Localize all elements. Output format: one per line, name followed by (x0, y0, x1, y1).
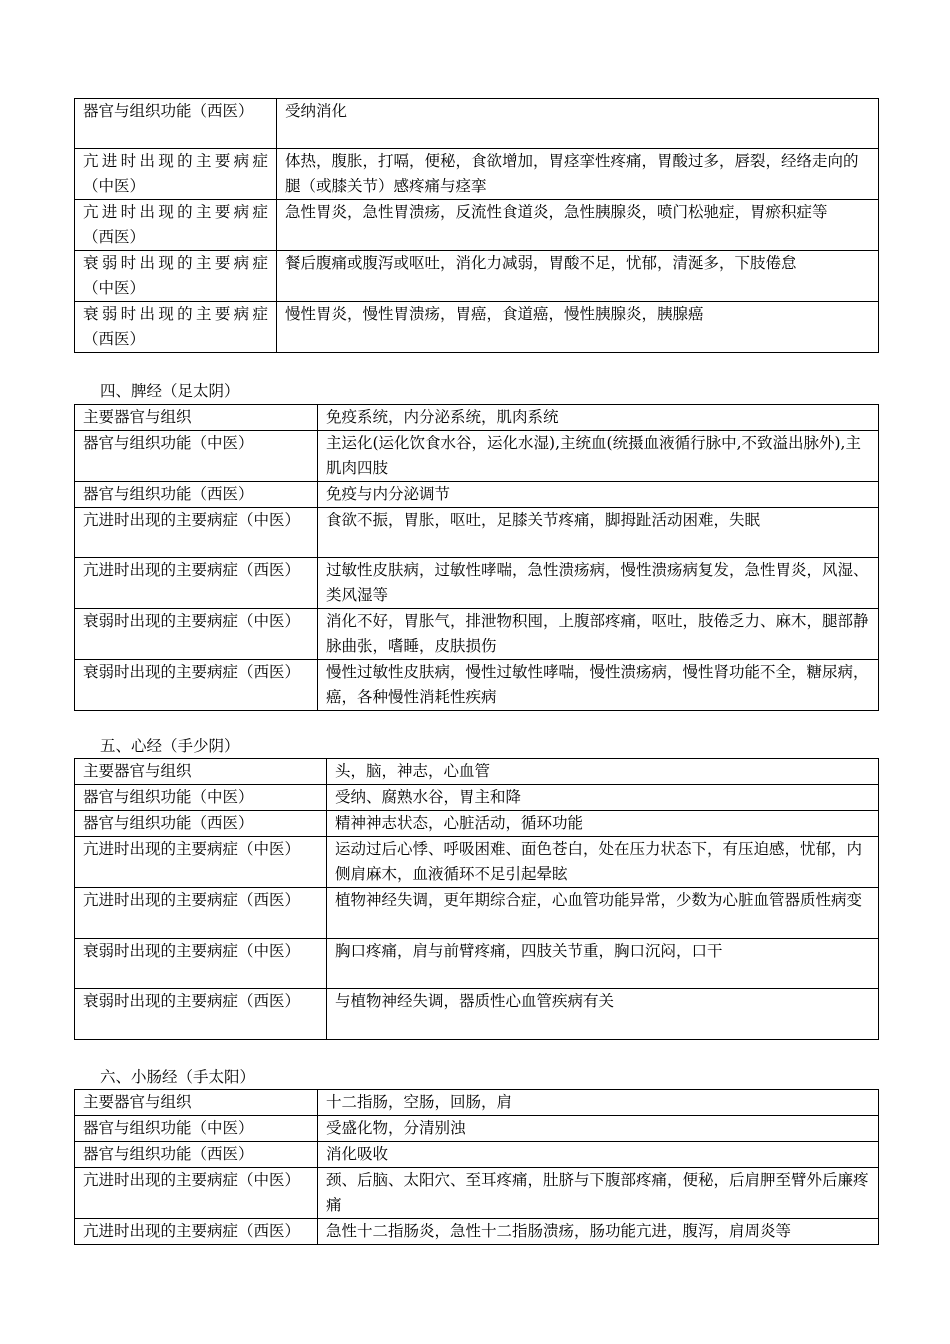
row-label: 器官与组织功能（西医） (75, 482, 318, 508)
row-value: 主运化(运化饮食水谷，运化水湿),主统血(统摄血液循行脉中,不致溢出脉外),主肌肉四肢 (318, 431, 879, 482)
row-value: 急性胃炎，急性胃溃疡，反流性食道炎，急性胰腺炎，喷门松驰症，胃瘀积症等 (277, 200, 879, 251)
table-row (75, 1116, 879, 1142)
table-row (75, 99, 879, 149)
row-label: 主要器官与组织 (75, 759, 327, 785)
row-label: 亢进时出现的主要病症（西医） (75, 888, 327, 939)
table-row (75, 939, 879, 989)
row-label: 衰弱时出现的主要病症（中医） (75, 251, 277, 302)
row-label: 衰弱时出现的主要病症（西医） (75, 302, 277, 353)
row-label: 主要器官与组织 (75, 1090, 318, 1116)
row-value: 受纳消化 (277, 99, 879, 149)
row-value: 胸口疼痛，肩与前臂疼痛，四肢关节重，胸口沉闷，口干 (327, 939, 879, 989)
heart-meridian-table (74, 758, 879, 1040)
table-row (75, 1090, 879, 1116)
table-row (75, 989, 879, 1040)
table-row (75, 149, 879, 200)
table-row (75, 609, 879, 660)
table-row (75, 888, 879, 939)
row-value: 植物神经失调，更年期综合症，心血管功能异常，少数为心脏血管器质性病变 (327, 888, 879, 939)
section-heading-heart: 五、心经（手少阴） (100, 737, 240, 755)
row-label: 亢进时出现的主要病症（中医） (75, 508, 318, 558)
row-label: 器官与组织功能（西医） (75, 1142, 318, 1168)
row-label: 亢进时出现的主要病症（中医） (75, 1168, 318, 1219)
table-row (75, 558, 879, 609)
row-value: 免疫与内分泌调节 (318, 482, 879, 508)
table-row (75, 251, 879, 302)
table-row (75, 1168, 879, 1219)
row-label: 亢进时出现的主要病症（中医） (75, 837, 327, 888)
row-value: 十二指肠，空肠，回肠，肩 (318, 1090, 879, 1116)
table-row (75, 1219, 879, 1245)
row-value: 餐后腹痛或腹泻或呕吐，消化力减弱，胃酸不足，忧郁，清涎多，下肢倦怠 (277, 251, 879, 302)
row-label: 衰弱时出现的主要病症（西医） (75, 660, 318, 711)
section-heading-spleen: 四、脾经（足太阴） (100, 382, 240, 400)
row-value: 食欲不振，胃胀，呕吐，足膝关节疼痛，脚拇趾活动困难，失眠 (318, 508, 879, 558)
row-label: 亢进时出现的主要病症（中医） (75, 149, 277, 200)
small-intestine-meridian-table (74, 1089, 879, 1245)
row-value: 与植物神经失调，器质性心血管疾病有关 (327, 989, 879, 1040)
row-value: 精神神志状态，心脏活动，循环功能 (327, 811, 879, 837)
row-value: 免疫系统，内分泌系统，肌肉系统 (318, 405, 879, 431)
row-label: 衰弱时出现的主要病症（中医） (75, 939, 327, 989)
row-value: 慢性过敏性皮肤病，慢性过敏性哮喘，慢性溃疡病，慢性肾功能不全，糖尿病，癌，各种慢性消耗性疾病 (318, 660, 879, 711)
row-label: 器官与组织功能（中医） (75, 1116, 318, 1142)
row-value: 消化吸收 (318, 1142, 879, 1168)
row-label: 器官与组织功能（西医） (75, 811, 327, 837)
row-label: 亢进时出现的主要病症（西医） (75, 1219, 318, 1245)
table-row (75, 508, 879, 558)
table-row (75, 302, 879, 353)
table-row (75, 482, 879, 508)
table-row (75, 660, 879, 711)
row-value: 急性十二指肠炎，急性十二指肠溃疡，肠功能亢进，腹泻，肩周炎等 (318, 1219, 879, 1245)
row-label: 亢进时出现的主要病症（西医） (75, 558, 318, 609)
table-row (75, 200, 879, 251)
table-row (75, 759, 879, 785)
row-value: 头，脑，神志，心血管 (327, 759, 879, 785)
row-label: 器官与组织功能（西医） (75, 99, 277, 149)
table-row (75, 811, 879, 837)
row-value: 消化不好，胃胀气，排泄物积囤，上腹部疼痛，呕吐，肢倦乏力、麻木，腿部静脉曲张，嗜睡，皮肤损伤 (318, 609, 879, 660)
table-row (75, 405, 879, 431)
row-label: 器官与组织功能（中医） (75, 785, 327, 811)
row-value: 颈、后脑、太阳穴、至耳疼痛，肚脐与下腹部疼痛，便秘，后肩胛至臂外后廉疼痛 (318, 1168, 879, 1219)
table-row (75, 837, 879, 888)
row-value: 受纳、腐熟水谷，胃主和降 (327, 785, 879, 811)
row-label: 亢进时出现的主要病症（西医） (75, 200, 277, 251)
row-value: 受盛化物，分清别浊 (318, 1116, 879, 1142)
row-label: 衰弱时出现的主要病症（中医） (75, 609, 318, 660)
row-value: 过敏性皮肤病，过敏性哮喘，急性溃疡病，慢性溃疡病复发，急性胃炎，风湿、类风湿等 (318, 558, 879, 609)
section-heading-small-intestine: 六、小肠经（手太阳） (100, 1068, 256, 1086)
row-label: 衰弱时出现的主要病症（西医） (75, 989, 327, 1040)
table-row (75, 785, 879, 811)
row-value: 运动过后心悸、呼吸困难、面色苍白，处在压力状态下，有压迫感，忧郁，内侧肩麻木，血液循环不足引起晕眩 (327, 837, 879, 888)
row-label: 主要器官与组织 (75, 405, 318, 431)
row-value: 慢性胃炎，慢性胃溃疡，胃癌，食道癌，慢性胰腺炎，胰腺癌 (277, 302, 879, 353)
table-row (75, 431, 879, 482)
row-label: 器官与组织功能（中医） (75, 431, 318, 482)
spleen-meridian-table (74, 404, 879, 711)
table-row (75, 1142, 879, 1168)
row-value: 体热，腹胀，打嗝，便秘，食欲增加，胃痉挛性疼痛，胃酸过多，唇裂，经络走向的腿（或膝关节）感疼痛与痉挛 (277, 149, 879, 200)
stomach-meridian-table (74, 98, 879, 353)
